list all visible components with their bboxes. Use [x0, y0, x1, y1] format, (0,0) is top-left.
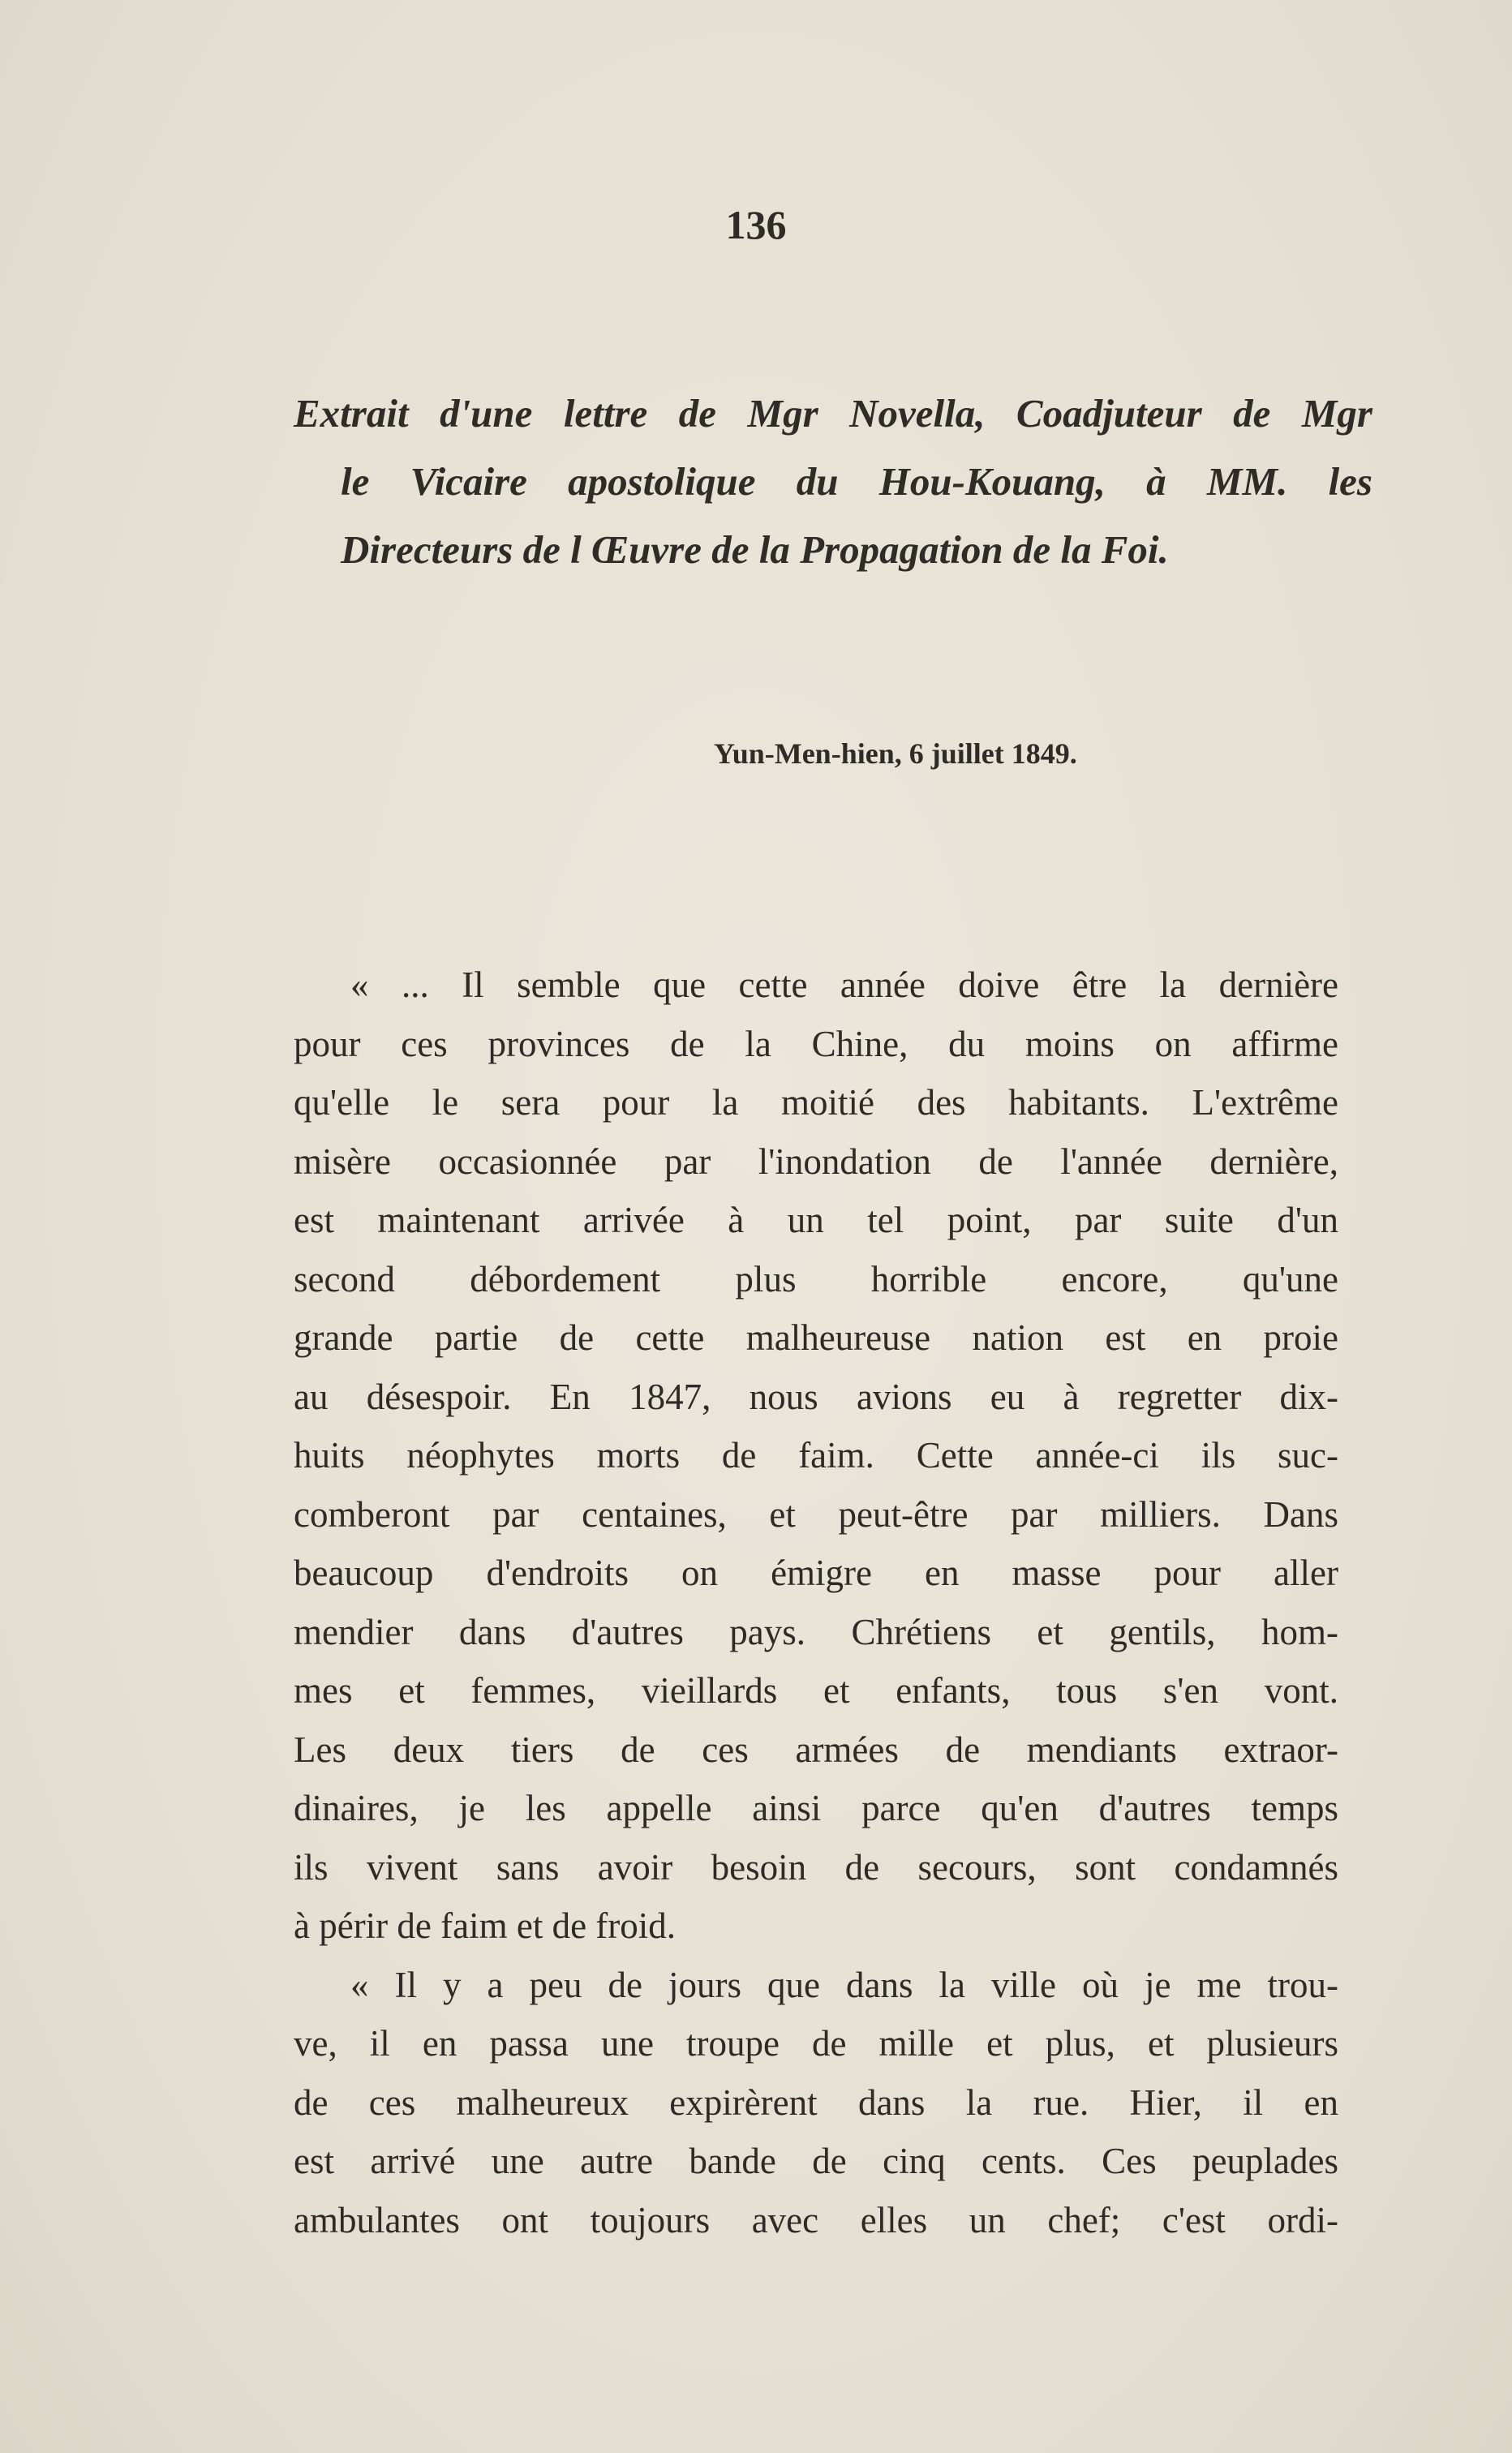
- heading-line: le Vicaire apostolique du Hou-Kouang, à MM. les: [341, 459, 1372, 504]
- heading-line: Extrait d'une lettre de Mgr Novella, Coadjuteur de Mgr: [294, 391, 1372, 436]
- body-line: ils vivent sans avoir besoin de secours, sont condamnés: [294, 1846, 1338, 1888]
- body-line: comberont par centaines, et peut-être par milliers. Dans: [294, 1493, 1338, 1535]
- letter-heading: [294, 380, 1372, 584]
- body-line: ve, il en passa une troupe de mille et plus, et plusieurs: [294, 2023, 1338, 2064]
- body-line: mendier dans d'autres pays. Chrétiens et gentils, hom-: [294, 1611, 1338, 1652]
- body-line: huits néophytes morts de faim. Cette année-ci ils suc-: [294, 1435, 1338, 1476]
- body-line: Les deux tiers de ces armées de mendiants extraor-: [294, 1729, 1338, 1770]
- dateline: Yun-Men-hien, 6 juillet 1849.: [714, 737, 1077, 770]
- body-line: grande partie de cette malheureuse nation est en proie: [294, 1317, 1338, 1358]
- body-line: ambulantes ont toujours avec elles un chef; c'est ordi-: [294, 2199, 1338, 2240]
- body-line: au désespoir. En 1847, nous avions eu à regretter dix-: [294, 1376, 1338, 1417]
- body-line: qu'elle le sera pour la moitié des habitants. L'extrême: [294, 1082, 1338, 1123]
- heading-line: Directeurs de l Œuvre de la Propagation de la Foi.: [341, 527, 1169, 572]
- body-line: à périr de faim et de froid.: [294, 1905, 677, 1946]
- body-line: « Il y a peu de jours que dans la ville où je me trou-: [350, 1964, 1338, 2005]
- body-line: beaucoup d'endroits on émigre en masse pour aller: [294, 1553, 1338, 1593]
- body-line: second débordement plus horrible encore, qu'une: [294, 1258, 1338, 1300]
- body-line: de ces malheureux expirèrent dans la rue. Hier, il en: [294, 2081, 1338, 2123]
- body-line: mes et femmes, vieillards et enfants, tous s'en vont.: [294, 1670, 1338, 1711]
- body-text: [294, 956, 1338, 2249]
- body-line: « ... Il semble que cette année doive être la dernière: [350, 964, 1338, 1005]
- body-line: dinaires, je les appelle ainsi parce qu'en d'autres temps: [294, 1788, 1338, 1828]
- body-line: est arrivé une autre bande de cinq cents. Ces peuplades: [294, 2141, 1338, 2181]
- body-line: est maintenant arrivée à un tel point, par suite d'un: [294, 1200, 1338, 1240]
- body-line: pour ces provinces de la Chine, du moins on affirme: [294, 1023, 1338, 1064]
- body-line: misère occasionnée par l'inondation de l'année dernière,: [294, 1141, 1338, 1182]
- page-number: 136: [725, 202, 787, 247]
